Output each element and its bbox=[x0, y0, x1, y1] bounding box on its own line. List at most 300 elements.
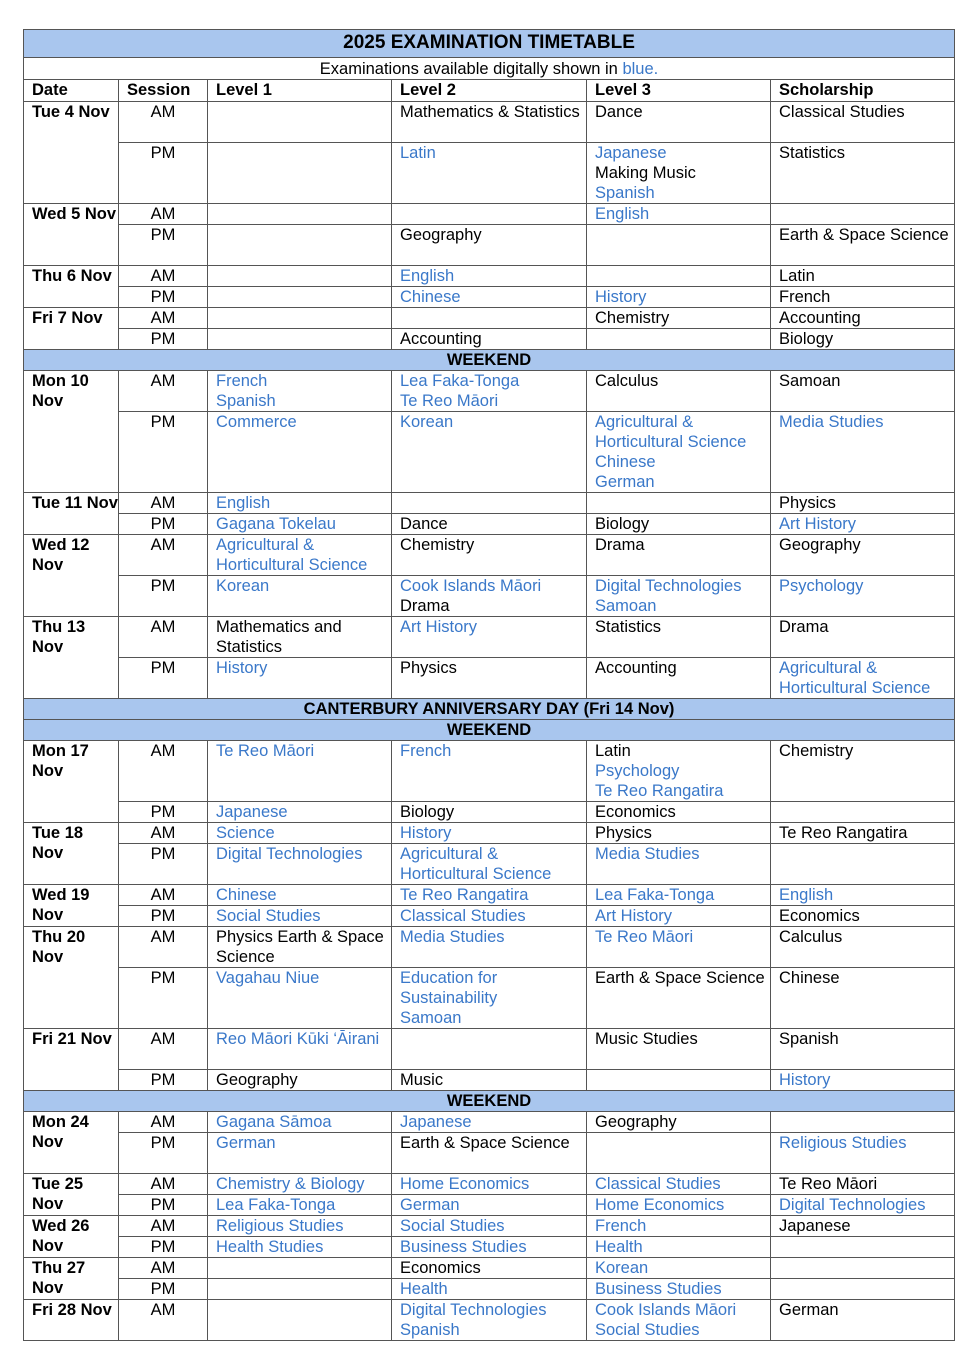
subject: Spanish bbox=[400, 1321, 460, 1339]
cell-scholarship bbox=[771, 143, 955, 204]
cell-level-1 bbox=[208, 1133, 392, 1174]
header-level-3: Level 3 bbox=[587, 80, 771, 102]
cell-level-2 bbox=[392, 535, 587, 576]
cell-level-3 bbox=[587, 823, 771, 844]
session-row bbox=[24, 576, 955, 617]
cell-level-1 bbox=[208, 493, 392, 514]
cell-level-3 bbox=[587, 266, 771, 287]
session: AM bbox=[119, 885, 208, 906]
subject: Latin bbox=[595, 742, 631, 760]
cell-level-1 bbox=[208, 143, 392, 204]
session-row bbox=[24, 1237, 955, 1258]
cell-level-1 bbox=[208, 102, 392, 143]
cell-level-3 bbox=[587, 1258, 771, 1279]
session: AM bbox=[119, 1112, 208, 1133]
subject: Chemistry bbox=[779, 742, 854, 760]
cell-level-3 bbox=[587, 741, 771, 802]
subject: Psychology bbox=[595, 762, 680, 780]
cell-level-1 bbox=[208, 225, 392, 266]
session: AM bbox=[119, 741, 208, 802]
cell-level-2 bbox=[392, 576, 587, 617]
session-row bbox=[24, 1195, 955, 1216]
cell-level-1 bbox=[208, 1258, 392, 1279]
subject: English bbox=[400, 267, 455, 285]
band-row bbox=[24, 1091, 955, 1112]
subject: Korean bbox=[400, 413, 454, 431]
subject: Digital Technologies bbox=[595, 577, 742, 595]
cell-level-1 bbox=[208, 287, 392, 308]
exam-date: Tue 25 Nov bbox=[24, 1174, 119, 1216]
exam-date: Fri 28 Nov bbox=[24, 1300, 119, 1341]
band-label: CANTERBURY ANNIVERSARY DAY (Fri 14 Nov) bbox=[24, 699, 955, 720]
cell-level-3 bbox=[587, 535, 771, 576]
subject: Commerce bbox=[216, 413, 297, 431]
subject: Art History bbox=[595, 907, 673, 925]
cell-scholarship bbox=[771, 535, 955, 576]
subject: Te Reo Māori bbox=[400, 392, 499, 410]
subject: Chinese bbox=[216, 886, 277, 904]
subject: Geography bbox=[216, 1071, 298, 1089]
session-row bbox=[24, 143, 955, 204]
session: PM bbox=[119, 658, 208, 699]
cell-level-1 bbox=[208, 844, 392, 885]
band-label: WEEKEND bbox=[24, 1091, 955, 1112]
cell-scholarship bbox=[771, 1195, 955, 1216]
subject: Dance bbox=[595, 103, 643, 121]
subject: Statistics bbox=[595, 618, 662, 636]
subject: Te Reo Māori bbox=[216, 742, 315, 760]
cell-level-3 bbox=[587, 204, 771, 225]
cell-level-3 bbox=[587, 927, 771, 968]
subject: Agricultural & Horticultural Science bbox=[400, 845, 552, 883]
session-row bbox=[24, 412, 955, 493]
cell-level-2 bbox=[392, 371, 587, 412]
cell-level-2 bbox=[392, 741, 587, 802]
cell-scholarship bbox=[771, 885, 955, 906]
session: PM bbox=[119, 1237, 208, 1258]
cell-level-2 bbox=[392, 968, 587, 1029]
subject: Te Reo Rangatira bbox=[400, 886, 529, 904]
cell-level-2 bbox=[392, 1279, 587, 1300]
subject: Religious Studies bbox=[779, 1134, 907, 1152]
subject: Classical Studies bbox=[400, 907, 526, 925]
session-row bbox=[24, 802, 955, 823]
subject: Making Music bbox=[595, 164, 696, 182]
subject: Japanese bbox=[400, 1113, 472, 1131]
session-row bbox=[24, 658, 955, 699]
subject: Earth & Space Science bbox=[595, 969, 765, 987]
subject: Digital Technologies bbox=[779, 1196, 926, 1214]
subject: German bbox=[595, 473, 655, 491]
session-row bbox=[24, 1216, 955, 1237]
subject: Korean bbox=[216, 577, 270, 595]
subject: German bbox=[400, 1196, 460, 1214]
cell-level-2 bbox=[392, 1300, 587, 1341]
cell-scholarship bbox=[771, 1279, 955, 1300]
subject: Mathematics and Statistics bbox=[216, 618, 342, 656]
exam-date: Mon 10 Nov bbox=[24, 371, 119, 493]
cell-scholarship bbox=[771, 1300, 955, 1341]
subject: Economics bbox=[779, 907, 860, 925]
cell-level-1 bbox=[208, 1174, 392, 1195]
cell-level-2 bbox=[392, 102, 587, 143]
cell-level-2 bbox=[392, 514, 587, 535]
subject: English bbox=[595, 205, 650, 223]
subject: Te Reo Māori bbox=[595, 928, 694, 946]
subtitle-row bbox=[24, 58, 955, 80]
subject: Health bbox=[400, 1280, 448, 1298]
exam-date: Wed 5 Nov bbox=[24, 204, 119, 266]
subject: Calculus bbox=[779, 928, 843, 946]
cell-level-1 bbox=[208, 823, 392, 844]
cell-level-3 bbox=[587, 287, 771, 308]
cell-scholarship bbox=[771, 266, 955, 287]
header-date: Date bbox=[24, 80, 119, 102]
cell-scholarship bbox=[771, 493, 955, 514]
timetable-title: 2025 EXAMINATION TIMETABLE bbox=[24, 30, 955, 58]
subject: Agricultural & Horticultural Science bbox=[216, 536, 368, 574]
subject: Te Reo Rangatira bbox=[779, 824, 908, 842]
cell-level-1 bbox=[208, 617, 392, 658]
subject: Cook Islands Māori bbox=[400, 577, 542, 595]
cell-level-1 bbox=[208, 266, 392, 287]
session-row bbox=[24, 885, 955, 906]
session: PM bbox=[119, 1195, 208, 1216]
cell-scholarship bbox=[771, 927, 955, 968]
subject: Social Studies bbox=[216, 907, 321, 925]
session-row bbox=[24, 927, 955, 968]
exam-date: Tue 11 Nov bbox=[24, 493, 119, 535]
subject: Music bbox=[400, 1071, 444, 1089]
subject: German bbox=[779, 1301, 839, 1319]
cell-level-2 bbox=[392, 1133, 587, 1174]
subject: Chinese bbox=[595, 453, 656, 471]
cell-level-1 bbox=[208, 204, 392, 225]
subject: Economics bbox=[400, 1259, 481, 1277]
subject: Gagana Sāmoa bbox=[216, 1113, 332, 1131]
cell-level-1 bbox=[208, 906, 392, 927]
cell-level-3 bbox=[587, 1070, 771, 1091]
cell-level-3 bbox=[587, 493, 771, 514]
subject: Lea Faka-Tonga bbox=[595, 886, 715, 904]
cell-scholarship bbox=[771, 1216, 955, 1237]
subject: Japanese bbox=[779, 1217, 851, 1235]
cell-level-3 bbox=[587, 844, 771, 885]
exam-date: Fri 7 Nov bbox=[24, 308, 119, 350]
cell-level-3 bbox=[587, 308, 771, 329]
cell-level-1 bbox=[208, 1112, 392, 1133]
subject: German bbox=[216, 1134, 276, 1152]
session-row bbox=[24, 225, 955, 266]
session-row bbox=[24, 204, 955, 225]
cell-level-3 bbox=[587, 514, 771, 535]
session-row bbox=[24, 308, 955, 329]
cell-level-2 bbox=[392, 308, 587, 329]
cell-level-2 bbox=[392, 493, 587, 514]
session: PM bbox=[119, 225, 208, 266]
cell-level-2 bbox=[392, 143, 587, 204]
cell-scholarship bbox=[771, 1112, 955, 1133]
subject: Classical Studies bbox=[595, 1175, 721, 1193]
session: PM bbox=[119, 1279, 208, 1300]
session-row bbox=[24, 823, 955, 844]
session-row bbox=[24, 1029, 955, 1070]
subject: French bbox=[400, 742, 452, 760]
cell-scholarship bbox=[771, 371, 955, 412]
cell-level-3 bbox=[587, 1195, 771, 1216]
subject: Reo Māori Kūki ‘Āirani bbox=[216, 1030, 380, 1048]
cell-level-2 bbox=[392, 329, 587, 350]
session: AM bbox=[119, 1300, 208, 1341]
cell-level-2 bbox=[392, 1237, 587, 1258]
subject: Drama bbox=[400, 597, 450, 615]
session-row bbox=[24, 1258, 955, 1279]
subject: Physics bbox=[595, 824, 652, 842]
subject: Accounting bbox=[400, 330, 482, 348]
subject: Business Studies bbox=[595, 1280, 722, 1298]
cell-scholarship bbox=[771, 412, 955, 493]
subject: English bbox=[779, 886, 834, 904]
cell-level-3 bbox=[587, 802, 771, 823]
cell-level-1 bbox=[208, 968, 392, 1029]
subject: Accounting bbox=[779, 309, 861, 327]
cell-scholarship bbox=[771, 844, 955, 885]
subject: Physics bbox=[400, 659, 457, 677]
cell-level-1 bbox=[208, 329, 392, 350]
subject: Religious Studies bbox=[216, 1217, 344, 1235]
exam-date: Wed 26 Nov bbox=[24, 1216, 119, 1258]
subject: Music Studies bbox=[595, 1030, 698, 1048]
cell-level-1 bbox=[208, 927, 392, 968]
session-row bbox=[24, 266, 955, 287]
digital-note-highlight: blue. bbox=[622, 60, 659, 78]
cell-level-3 bbox=[587, 371, 771, 412]
subject: Calculus bbox=[595, 372, 659, 390]
band-label: WEEKEND bbox=[24, 350, 955, 371]
cell-scholarship bbox=[771, 1029, 955, 1070]
session: PM bbox=[119, 412, 208, 493]
subject: Spanish bbox=[216, 392, 276, 410]
subject: Biology bbox=[595, 515, 650, 533]
cell-scholarship bbox=[771, 1070, 955, 1091]
cell-level-3 bbox=[587, 885, 771, 906]
cell-level-3 bbox=[587, 1279, 771, 1300]
subject: French bbox=[216, 372, 268, 390]
subject: Science bbox=[216, 824, 275, 842]
subject: Media Studies bbox=[595, 845, 700, 863]
cell-level-1 bbox=[208, 885, 392, 906]
subject: Latin bbox=[779, 267, 815, 285]
session: AM bbox=[119, 1216, 208, 1237]
cell-level-2 bbox=[392, 1195, 587, 1216]
cell-scholarship bbox=[771, 658, 955, 699]
subject: Media Studies bbox=[779, 413, 884, 431]
exam-date: Wed 12 Nov bbox=[24, 535, 119, 617]
session-row bbox=[24, 1174, 955, 1195]
session: PM bbox=[119, 968, 208, 1029]
cell-level-2 bbox=[392, 1029, 587, 1070]
exam-date: Thu 13 Nov bbox=[24, 617, 119, 699]
cell-level-3 bbox=[587, 658, 771, 699]
subject: Social Studies bbox=[595, 1321, 700, 1339]
cell-level-1 bbox=[208, 1029, 392, 1070]
subject: Korean bbox=[595, 1259, 649, 1277]
cell-level-3 bbox=[587, 968, 771, 1029]
cell-level-1 bbox=[208, 802, 392, 823]
subject: Physics Earth & Space Science bbox=[216, 928, 384, 966]
cell-level-3 bbox=[587, 143, 771, 204]
session: AM bbox=[119, 493, 208, 514]
cell-level-3 bbox=[587, 1237, 771, 1258]
subject: Samoan bbox=[595, 597, 657, 615]
cell-level-1 bbox=[208, 1216, 392, 1237]
cell-scholarship bbox=[771, 329, 955, 350]
exam-date: Mon 17 Nov bbox=[24, 741, 119, 823]
session: AM bbox=[119, 617, 208, 658]
subject: Home Economics bbox=[400, 1175, 530, 1193]
cell-level-1 bbox=[208, 371, 392, 412]
cell-scholarship bbox=[771, 287, 955, 308]
session-row bbox=[24, 1300, 955, 1341]
exam-date: Fri 21 Nov bbox=[24, 1029, 119, 1091]
cell-level-2 bbox=[392, 906, 587, 927]
subject: Art History bbox=[400, 618, 478, 636]
subject: Spanish bbox=[779, 1030, 839, 1048]
band-row bbox=[24, 699, 955, 720]
cell-level-3 bbox=[587, 1029, 771, 1070]
exam-timetable bbox=[23, 29, 955, 1341]
session: AM bbox=[119, 1258, 208, 1279]
subject: Social Studies bbox=[400, 1217, 505, 1235]
subject: Media Studies bbox=[400, 928, 505, 946]
cell-scholarship bbox=[771, 741, 955, 802]
cell-level-1 bbox=[208, 412, 392, 493]
header-row bbox=[24, 80, 955, 102]
session: PM bbox=[119, 143, 208, 204]
subject: English bbox=[216, 494, 271, 512]
session: PM bbox=[119, 802, 208, 823]
session: AM bbox=[119, 535, 208, 576]
session: AM bbox=[119, 371, 208, 412]
session: AM bbox=[119, 927, 208, 968]
subject: Biology bbox=[779, 330, 834, 348]
subject: Te Reo Māori bbox=[779, 1175, 878, 1193]
subject: Latin bbox=[400, 144, 436, 162]
subject: History bbox=[216, 659, 268, 677]
band-row bbox=[24, 350, 955, 371]
subject: Samoan bbox=[400, 1009, 462, 1027]
subject: Health Studies bbox=[216, 1238, 324, 1256]
session: PM bbox=[119, 287, 208, 308]
exam-date: Mon 24 Nov bbox=[24, 1112, 119, 1174]
cell-level-2 bbox=[392, 658, 587, 699]
session-row bbox=[24, 102, 955, 143]
exam-date: Thu 20 Nov bbox=[24, 927, 119, 1029]
cell-level-2 bbox=[392, 412, 587, 493]
session-row bbox=[24, 287, 955, 308]
cell-level-3 bbox=[587, 1112, 771, 1133]
cell-scholarship bbox=[771, 225, 955, 266]
cell-level-2 bbox=[392, 1112, 587, 1133]
subject: Biology bbox=[400, 803, 455, 821]
subject: Vagahau Niue bbox=[216, 969, 320, 987]
subject: Physics bbox=[779, 494, 836, 512]
cell-level-2 bbox=[392, 1258, 587, 1279]
exam-date: Tue 4 Nov bbox=[24, 102, 119, 204]
session: AM bbox=[119, 1029, 208, 1070]
cell-level-2 bbox=[392, 1070, 587, 1091]
band-row bbox=[24, 720, 955, 741]
subject: History bbox=[779, 1071, 831, 1089]
subject: Drama bbox=[595, 536, 645, 554]
subject: Classical Studies bbox=[779, 103, 905, 121]
session-row bbox=[24, 535, 955, 576]
cell-level-1 bbox=[208, 1279, 392, 1300]
subject: Chemistry & Biology bbox=[216, 1175, 365, 1193]
cell-scholarship bbox=[771, 823, 955, 844]
subject: Chinese bbox=[779, 969, 840, 987]
subject: Spanish bbox=[595, 184, 655, 202]
session-row bbox=[24, 1070, 955, 1091]
cell-level-3 bbox=[587, 576, 771, 617]
subject: Digital Technologies bbox=[400, 1301, 547, 1319]
subject: History bbox=[595, 288, 647, 306]
subject: Chemistry bbox=[595, 309, 670, 327]
subject: Psychology bbox=[779, 577, 864, 595]
session: AM bbox=[119, 823, 208, 844]
cell-scholarship bbox=[771, 1133, 955, 1174]
session-row bbox=[24, 844, 955, 885]
subject: Lea Faka-Tonga bbox=[216, 1196, 336, 1214]
cell-level-1 bbox=[208, 1195, 392, 1216]
cell-level-2 bbox=[392, 225, 587, 266]
subject: Geography bbox=[779, 536, 861, 554]
session: AM bbox=[119, 204, 208, 225]
session: PM bbox=[119, 576, 208, 617]
cell-level-1 bbox=[208, 658, 392, 699]
cell-level-2 bbox=[392, 1216, 587, 1237]
cell-level-2 bbox=[392, 1174, 587, 1195]
cell-level-3 bbox=[587, 1300, 771, 1341]
session: PM bbox=[119, 329, 208, 350]
cell-scholarship bbox=[771, 1174, 955, 1195]
session: AM bbox=[119, 266, 208, 287]
subject: Chemistry bbox=[400, 536, 475, 554]
session: AM bbox=[119, 102, 208, 143]
subject: Agricultural & Horticultural Science bbox=[779, 659, 931, 697]
cell-level-1 bbox=[208, 741, 392, 802]
session-row bbox=[24, 329, 955, 350]
cell-level-2 bbox=[392, 204, 587, 225]
cell-scholarship bbox=[771, 617, 955, 658]
exam-date: Tue 18 Nov bbox=[24, 823, 119, 885]
session: AM bbox=[119, 308, 208, 329]
session: PM bbox=[119, 514, 208, 535]
cell-level-3 bbox=[587, 906, 771, 927]
subject: Statistics bbox=[779, 144, 846, 162]
cell-scholarship bbox=[771, 204, 955, 225]
cell-level-2 bbox=[392, 802, 587, 823]
subject: Business Studies bbox=[400, 1238, 527, 1256]
cell-level-2 bbox=[392, 617, 587, 658]
subject: Japanese bbox=[595, 144, 667, 162]
session: PM bbox=[119, 906, 208, 927]
subject: Agricultural & Horticultural Science bbox=[595, 413, 747, 451]
session-row bbox=[24, 617, 955, 658]
subject: Earth & Space Science bbox=[779, 226, 949, 244]
subject: Digital Technologies bbox=[216, 845, 363, 863]
cell-scholarship bbox=[771, 802, 955, 823]
